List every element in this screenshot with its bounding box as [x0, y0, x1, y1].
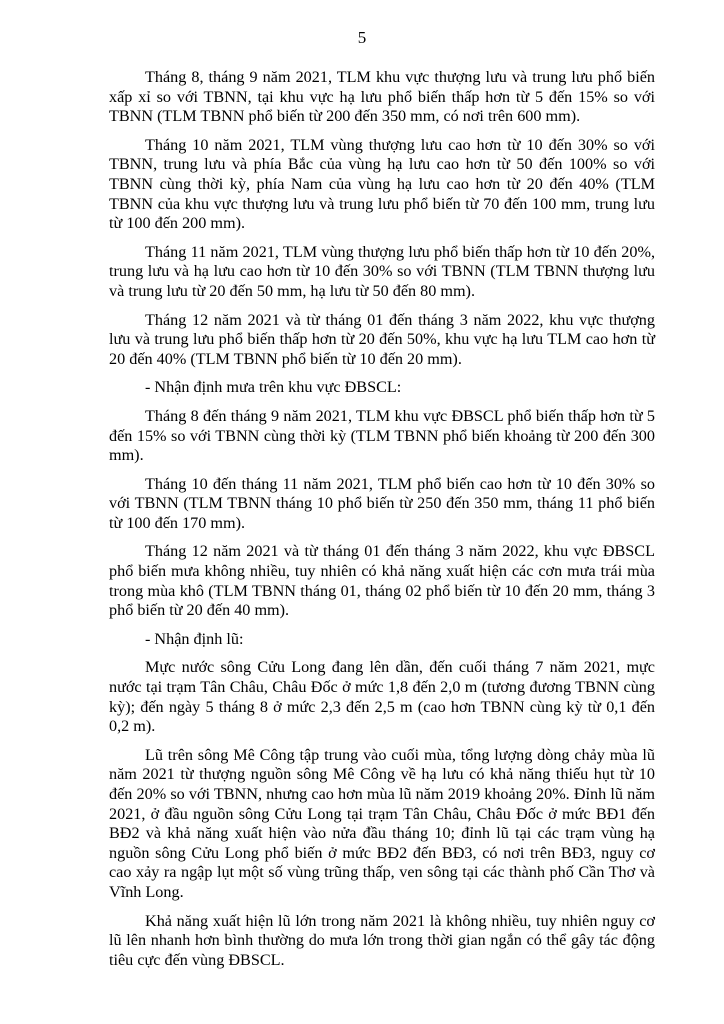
paragraph-rain-dec-2021-mar-2022: Tháng 12 năm 2021 và từ tháng 01 đến tháng 3 năm 2022, khu vực thượng lưu và trung lưu phổ biến thấp hơn từ 20 đến 50%, khu vực hạ lưu TLM cao hơn từ 20 đến 40% (TLM TBNN phổ biến từ 10 đến 20 mm).	[109, 310, 655, 368]
paragraph-flood-mekong: Lũ trên sông Mê Công tập trung vào cuối mùa, tổng lượng dòng chảy mùa lũ năm 2021 từ thượng nguồn sông Mê Công về hạ lưu có khả năng thiếu hụt từ 10 đến 20% so với TBNN, nhưng cao hơn mùa lũ năm 2019 khoảng 20%. Đỉnh lũ năm 2021, ở đầu nguồn sông Cửu Long tại trạm Tân Châu, Châu Đốc ở mức BĐ1 đến BĐ2 và khả năng xuất hiện vào nửa đầu tháng 10; đỉnh lũ tại các trạm vùng hạ nguồn sông Cửu Long phổ biến ở mức BĐ2 đến BĐ3, có nơi trên BĐ3, nguy cơ cao xảy ra ngập lụt một số vùng trũng thấp, ven sông tại các thành phố Cần Thơ và Vĩnh Long.	[109, 745, 655, 901]
paragraph-dbscl-dec-mar: Tháng 12 năm 2021 và từ tháng 01 đến tháng 3 năm 2022, khu vực ĐBSCL phổ biến mưa không nhiều, tuy nhiên có khả năng xuất hiện các cơn mưa trái mùa trong mùa khô (TLM TBNN tháng 01, tháng 02 phổ biến từ 10 đến 20 mm, tháng 3 phổ biến từ 20 đến 40 mm).	[109, 542, 655, 620]
paragraph-rain-nov-2021: Tháng 11 năm 2021, TLM vùng thượng lưu phổ biến thấp hơn từ 10 đến 20%, trung lưu và hạ lưu cao hơn từ 10 đến 30% so với TBNN (TLM TBNN thượng lưu và trung lưu từ 20 đến 50 mm, hạ lưu từ 50 đến 80 mm).	[109, 242, 655, 300]
paragraph-dbscl-aug-sep: Tháng 8 đến tháng 9 năm 2021, TLM khu vực ĐBSCL phổ biến thấp hơn từ 5 đến 15% so với TBNN cùng thời kỳ (TLM TBNN phổ biến khoảng từ 200 đến 300 mm).	[109, 406, 655, 465]
paragraph-dbscl-oct-nov: Tháng 10 đến tháng 11 năm 2021, TLM phổ biến cao hơn từ 10 đến 30% so với TBNN (TLM TBNN tháng 10 phổ biến từ 250 đến 350 mm, tháng 11 phổ biến từ 100 đến 170 mm).	[109, 474, 655, 532]
document-body	[109, 68, 655, 979]
paragraph-rain-oct-2021: Tháng 10 năm 2021, TLM vùng thượng lưu cao hơn từ 10 đến 30% so với TBNN, trung lưu và phía Bắc của vùng hạ lưu cao hơn từ 50 đến 100% so với TBNN cùng thời kỳ, phía Nam của vùng hạ lưu cao hơn từ 20 đến 40% (TLM TBNN của khu vực thượng lưu và trung lưu phổ biến từ 70 đến 100 mm, trung lưu từ 100 đến 200 mm).	[109, 135, 655, 233]
section-heading-dbscl-rain: - Nhận định mưa trên khu vực ĐBSCL:	[145, 378, 402, 397]
section-heading-flood: - Nhận định lũ:	[145, 629, 244, 648]
paragraph-flood-water-level: Mực nước sông Cửu Long đang lên dần, đến cuối tháng 7 năm 2021, mực nước tại trạm Tân Châu, Châu Đốc ở mức 1,8 đến 2,0 m (tương đương TBNN cùng kỳ); đến ngày 5 tháng 8 ở mức 2,3 đến 2,5 m (cao hơn TBNN cùng kỳ từ 0,1 đến 0,2 m).	[109, 658, 655, 736]
paragraph-flood-risk: Khả năng xuất hiện lũ lớn trong năm 2021 là không nhiều, tuy nhiên nguy cơ lũ lên nhanh hơn bình thường do mưa lớn trong thời gian ngắn có thể gây tác động tiêu cực đến vùng ĐBSCL.	[109, 911, 655, 969]
paragraph-rain-aug-sep-2021: Tháng 8, tháng 9 năm 2021, TLM khu vực thượng lưu và trung lưu phổ biến xấp xỉ so với TBNN, tại khu vực hạ lưu phổ biến thấp hơn từ 5 đến 15% so với TBNN (TLM TBNN phổ biến từ 200 đến 350 mm, có nơi trên 600 mm).	[109, 68, 655, 126]
page-number: 5	[357, 28, 367, 47]
